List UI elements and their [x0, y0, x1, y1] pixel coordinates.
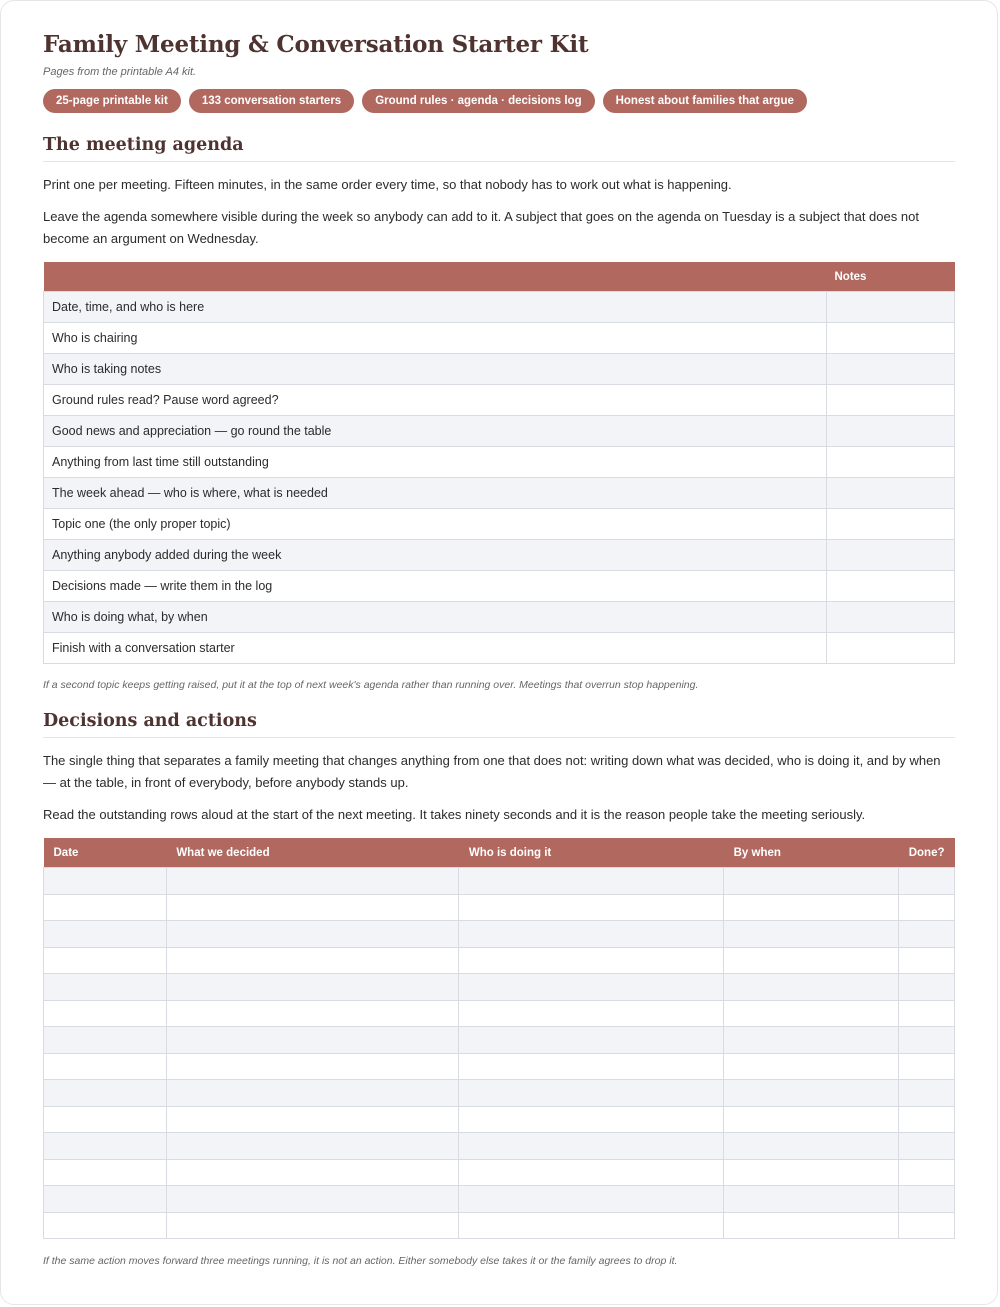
- decision-cell[interactable]: [166, 1133, 459, 1160]
- decision-row: [44, 921, 955, 948]
- agenda-item: Good news and appreciation — go round the table: [44, 416, 827, 447]
- decision-cell[interactable]: [459, 1159, 724, 1186]
- decision-cell[interactable]: [166, 1000, 459, 1027]
- agenda-item: Who is chairing: [44, 323, 827, 354]
- decision-cell[interactable]: [724, 1159, 899, 1186]
- decision-cell[interactable]: [724, 1080, 899, 1107]
- decision-row: [44, 1106, 955, 1133]
- decision-cell[interactable]: [166, 1212, 459, 1239]
- decision-cell[interactable]: [459, 1106, 724, 1133]
- decisions-heading: Decisions and actions: [43, 711, 955, 738]
- decision-cell[interactable]: [459, 1212, 724, 1239]
- decision-cell[interactable]: [44, 1133, 167, 1160]
- feature-pill: Ground rules · agenda · decisions log: [362, 89, 594, 113]
- decision-cell[interactable]: [166, 1027, 459, 1054]
- agenda-item: Topic one (the only proper topic): [44, 509, 827, 540]
- notes-cell[interactable]: [827, 292, 955, 323]
- decision-cell[interactable]: [459, 894, 724, 921]
- decision-cell[interactable]: [459, 1027, 724, 1054]
- decision-cell[interactable]: [459, 1133, 724, 1160]
- notes-cell[interactable]: [827, 416, 955, 447]
- decision-cell[interactable]: [899, 974, 955, 1001]
- decision-cell[interactable]: [899, 1133, 955, 1160]
- decision-cell[interactable]: [724, 1186, 899, 1213]
- decision-row: [44, 1212, 955, 1239]
- agenda-description: Leave the agenda somewhere visible during the week so anybody can add to it. A subject that goes on the agenda on Tuesday is a subject that does not become an argument on Wednesday.: [43, 209, 919, 246]
- agenda-header-row: [44, 262, 955, 292]
- decision-cell[interactable]: [166, 921, 459, 948]
- decisions-column-header: By when: [724, 838, 899, 868]
- agenda-row: [44, 540, 955, 571]
- decision-cell[interactable]: [44, 868, 167, 895]
- decision-cell[interactable]: [166, 1159, 459, 1186]
- decision-cell[interactable]: [724, 1000, 899, 1027]
- agenda-item: Decisions made — write them in the log: [44, 571, 827, 602]
- decision-cell[interactable]: [44, 1212, 167, 1239]
- notes-cell[interactable]: [827, 478, 955, 509]
- agenda-item: The week ahead — who is where, what is needed: [44, 478, 827, 509]
- decision-cell[interactable]: [44, 1106, 167, 1133]
- decision-cell[interactable]: [899, 1053, 955, 1080]
- decision-cell[interactable]: [899, 1080, 955, 1107]
- agenda-heading: The meeting agenda: [43, 135, 955, 162]
- decision-cell[interactable]: [166, 894, 459, 921]
- agenda-row: [44, 633, 955, 664]
- agenda-item: Date, time, and who is here: [44, 292, 827, 323]
- decision-cell[interactable]: [166, 974, 459, 1001]
- decision-cell[interactable]: [899, 947, 955, 974]
- decision-cell[interactable]: [899, 1212, 955, 1239]
- decision-cell[interactable]: [899, 1027, 955, 1054]
- decision-cell[interactable]: [44, 894, 167, 921]
- decision-cell[interactable]: [459, 1186, 724, 1213]
- decision-cell[interactable]: [459, 947, 724, 974]
- decision-cell[interactable]: [44, 1159, 167, 1186]
- decision-row: [44, 894, 955, 921]
- notes-cell[interactable]: [827, 354, 955, 385]
- decision-cell[interactable]: [724, 921, 899, 948]
- decision-cell[interactable]: [899, 1186, 955, 1213]
- agenda-item: Finish with a conversation starter: [44, 633, 827, 664]
- decision-cell[interactable]: [44, 1053, 167, 1080]
- decision-cell[interactable]: [166, 1186, 459, 1213]
- decision-cell[interactable]: [459, 1080, 724, 1107]
- decisions-column-header: Who is doing it: [459, 838, 724, 868]
- notes-cell[interactable]: [827, 602, 955, 633]
- agenda-item: Who is taking notes: [44, 354, 827, 385]
- decision-cell[interactable]: [899, 1000, 955, 1027]
- agenda-row: [44, 509, 955, 540]
- decision-cell[interactable]: [899, 1106, 955, 1133]
- agenda-table: [43, 262, 955, 664]
- decision-cell[interactable]: [899, 921, 955, 948]
- notes-cell[interactable]: [827, 385, 955, 416]
- decision-cell[interactable]: [166, 868, 459, 895]
- decision-cell[interactable]: [166, 1053, 459, 1080]
- decision-cell[interactable]: [459, 868, 724, 895]
- decision-cell[interactable]: [44, 1186, 167, 1213]
- decision-row: [44, 1080, 955, 1107]
- agenda-item-column-header: [44, 262, 827, 292]
- decisions-footnote: If the same action moves forward three meetings running, it is not an action. Either somebody else takes it or the family agrees to drop it.: [43, 1255, 678, 1267]
- agenda-row: [44, 602, 955, 633]
- decisions-column-header: Date: [44, 838, 167, 868]
- decision-cell[interactable]: [899, 1159, 955, 1186]
- decisions-table: [43, 838, 955, 1239]
- notes-cell[interactable]: [827, 571, 955, 602]
- agenda-item: Anything anybody added during the week: [44, 540, 827, 571]
- decisions-description: Read the outstanding rows aloud at the start of the next meeting. It takes ninety seconds and it is the reason people take the meeting seriously.: [43, 807, 866, 822]
- decision-row: [44, 1000, 955, 1027]
- agenda-row: [44, 416, 955, 447]
- decisions-intro: The single thing that separates a family meeting that changes anything from one that does not: writing down what was decided, who is doing it, and by when — at the table, in front of everybody, before anybody stands up.: [43, 753, 941, 790]
- decision-row: [44, 947, 955, 974]
- decision-cell[interactable]: [724, 894, 899, 921]
- decision-cell[interactable]: [724, 1027, 899, 1054]
- page-subtitle: Pages from the printable A4 kit.: [43, 66, 197, 78]
- agenda-row: [44, 447, 955, 478]
- decisions-column-header: What we decided: [166, 838, 459, 868]
- agenda-footnote: If a second topic keeps getting raised, put it at the top of next week's agenda rather than running over. Meetings that overrun stop happening.: [43, 679, 699, 691]
- notes-cell[interactable]: [827, 509, 955, 540]
- decision-cell[interactable]: [166, 1106, 459, 1133]
- decision-row: [44, 1159, 955, 1186]
- decision-cell[interactable]: [899, 868, 955, 895]
- notes-cell[interactable]: [827, 447, 955, 478]
- feature-pill: 25-page printable kit: [43, 89, 181, 113]
- decision-row: [44, 1186, 955, 1213]
- feature-pills: [43, 89, 955, 113]
- feature-pill: 133 conversation starters: [189, 89, 354, 113]
- notes-cell[interactable]: [827, 323, 955, 354]
- decision-cell[interactable]: [724, 1133, 899, 1160]
- decision-cell[interactable]: [44, 1000, 167, 1027]
- decision-cell[interactable]: [724, 1053, 899, 1080]
- decision-cell[interactable]: [724, 947, 899, 974]
- decision-row: [44, 868, 955, 895]
- agenda-row: [44, 354, 955, 385]
- agenda-row: [44, 478, 955, 509]
- decision-cell[interactable]: [899, 894, 955, 921]
- decision-row: [44, 1133, 955, 1160]
- decision-cell[interactable]: [459, 1000, 724, 1027]
- decision-cell[interactable]: [166, 1080, 459, 1107]
- decision-cell[interactable]: [724, 1212, 899, 1239]
- decision-cell[interactable]: [459, 974, 724, 1001]
- decision-cell[interactable]: [44, 1080, 167, 1107]
- decision-row: [44, 974, 955, 1001]
- notes-column-header: Notes: [827, 262, 955, 292]
- agenda-item: Anything from last time still outstanding: [44, 447, 827, 478]
- agenda-item: Ground rules read? Pause word agreed?: [44, 385, 827, 416]
- feature-pill: Honest about families that argue: [603, 89, 807, 113]
- decisions-column-header: Done?: [899, 838, 955, 868]
- agenda-row: [44, 571, 955, 602]
- decision-cell[interactable]: [44, 947, 167, 974]
- agenda-intro: Print one per meeting. Fifteen minutes, in the same order every time, so that nobody has to work out what is happening.: [43, 177, 732, 192]
- decision-cell[interactable]: [44, 1027, 167, 1054]
- decision-cell[interactable]: [44, 921, 167, 948]
- decision-cell[interactable]: [724, 974, 899, 1001]
- decision-cell[interactable]: [459, 921, 724, 948]
- decision-cell[interactable]: [459, 1053, 724, 1080]
- notes-cell[interactable]: [827, 633, 955, 664]
- decision-row: [44, 1027, 955, 1054]
- decisions-header-row: [44, 838, 955, 868]
- decision-cell[interactable]: [724, 868, 899, 895]
- agenda-row: [44, 385, 955, 416]
- agenda-item: Who is doing what, by when: [44, 602, 827, 633]
- decision-cell[interactable]: [166, 947, 459, 974]
- page-title: Family Meeting & Conversation Starter Kit: [43, 31, 589, 58]
- decision-cell[interactable]: [724, 1106, 899, 1133]
- agenda-row: [44, 323, 955, 354]
- notes-cell[interactable]: [827, 540, 955, 571]
- decision-cell[interactable]: [44, 974, 167, 1001]
- agenda-row: [44, 292, 955, 323]
- decision-row: [44, 1053, 955, 1080]
